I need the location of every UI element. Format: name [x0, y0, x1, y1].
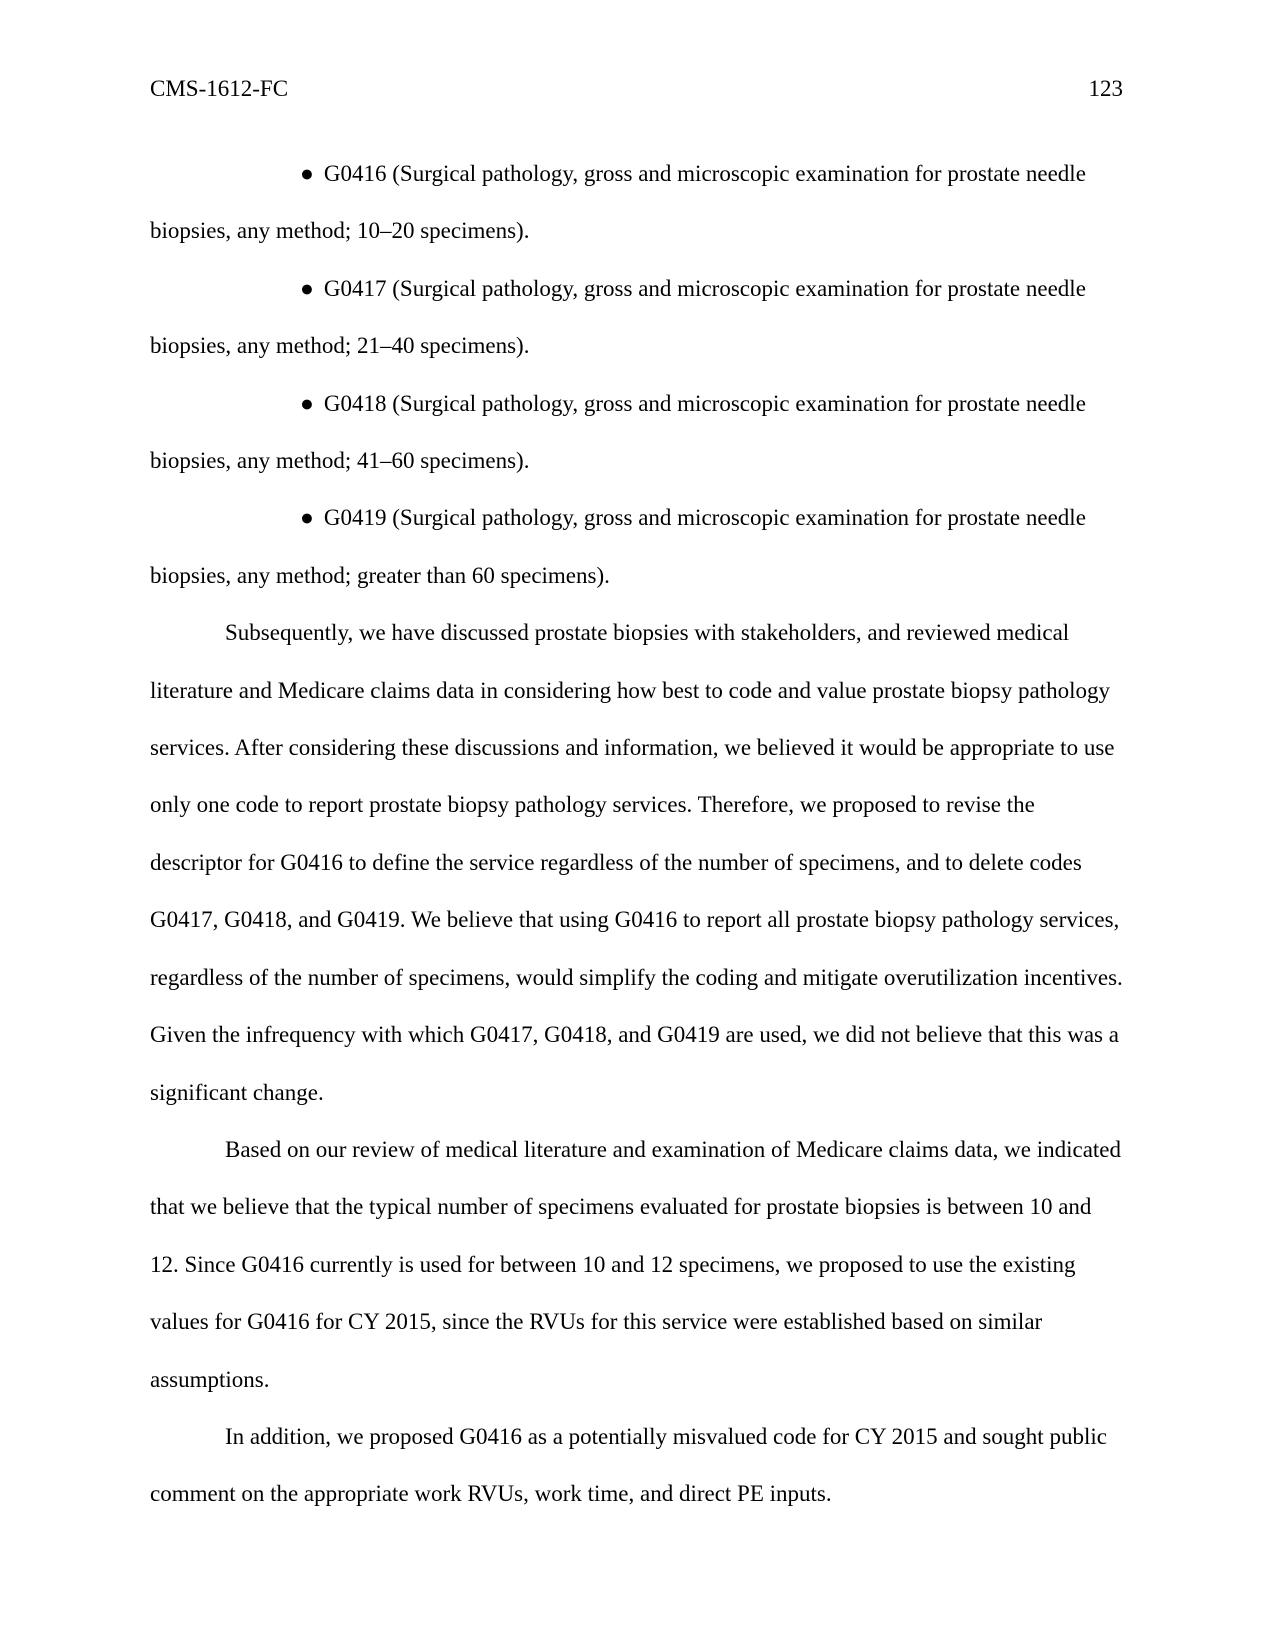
bullet-item — [150, 260, 1125, 375]
bullet-icon: ● — [300, 275, 314, 301]
bullet-text: G0417 (Surgical pathology, gross and microscopic examination for prostate needle biopsies, any method; 21–40 specimens). — [150, 275, 1086, 359]
paragraph: Based on our review of medical literature and examination of Medicare claims data, we indicated that we believe that the typical number of specimens evaluated for prostate biopsies is between 10 and 12. Since G0416 currently is used for between 10 and 12 specimens, we proposed to use the existing values for G0416 for CY 2015, since the RVUs for this service were established based on similar assumptions. — [150, 1136, 1122, 1392]
bullet-item — [150, 145, 1125, 260]
bullet-text: G0418 (Surgical pathology, gross and microscopic examination for prostate needle biopsies, any method; 41–60 specimens). — [150, 390, 1086, 474]
bullet-item — [150, 489, 1125, 604]
bullet-icon: ● — [300, 390, 314, 416]
bullet-item — [150, 375, 1125, 490]
body-text — [150, 145, 1125, 1523]
page-number: 123 — [1088, 76, 1123, 101]
document-id: CMS-1612-FC — [150, 76, 289, 101]
bullet-text: G0419 (Surgical pathology, gross and microscopic examination for prostate needle biopsies, any method; greater than 60 specimens). — [150, 505, 1086, 588]
paragraph: In addition, we proposed G0416 as a potentially misvalued code for CY 2015 and sought public comment on the appropriate work RVUs, work time, and direct PE inputs. — [150, 1423, 1107, 1507]
bullet-icon: ● — [300, 505, 314, 531]
paragraph: Subsequently, we have discussed prostate biopsies with stakeholders, and reviewed medical literature and Medicare claims data in considering how best to code and value prostate biopsy pathology services. After considering these discussions and information, we believed it would be appropriate to use only one code to report prostate biopsy pathology services. Therefore, we proposed to revise the descriptor for G0416 to define the service regardless of the number of specimens, and to delete codes G0417, G0418, and G0419. We believe that using G0416 to report all prostate biopsy pathology services, regardless of the number of specimens, would simplify the coding and mitigate overutilization incentives. Given the infrequency with which G0417, G0418, and G0419 are used, we did not believe that this was a significant change. — [150, 620, 1123, 1105]
bullet-text: G0416 (Surgical pathology, gross and microscopic examination for prostate needle biopsies, any method; 10–20 specimens). — [150, 161, 1086, 244]
bullet-icon: ● — [300, 161, 314, 186]
